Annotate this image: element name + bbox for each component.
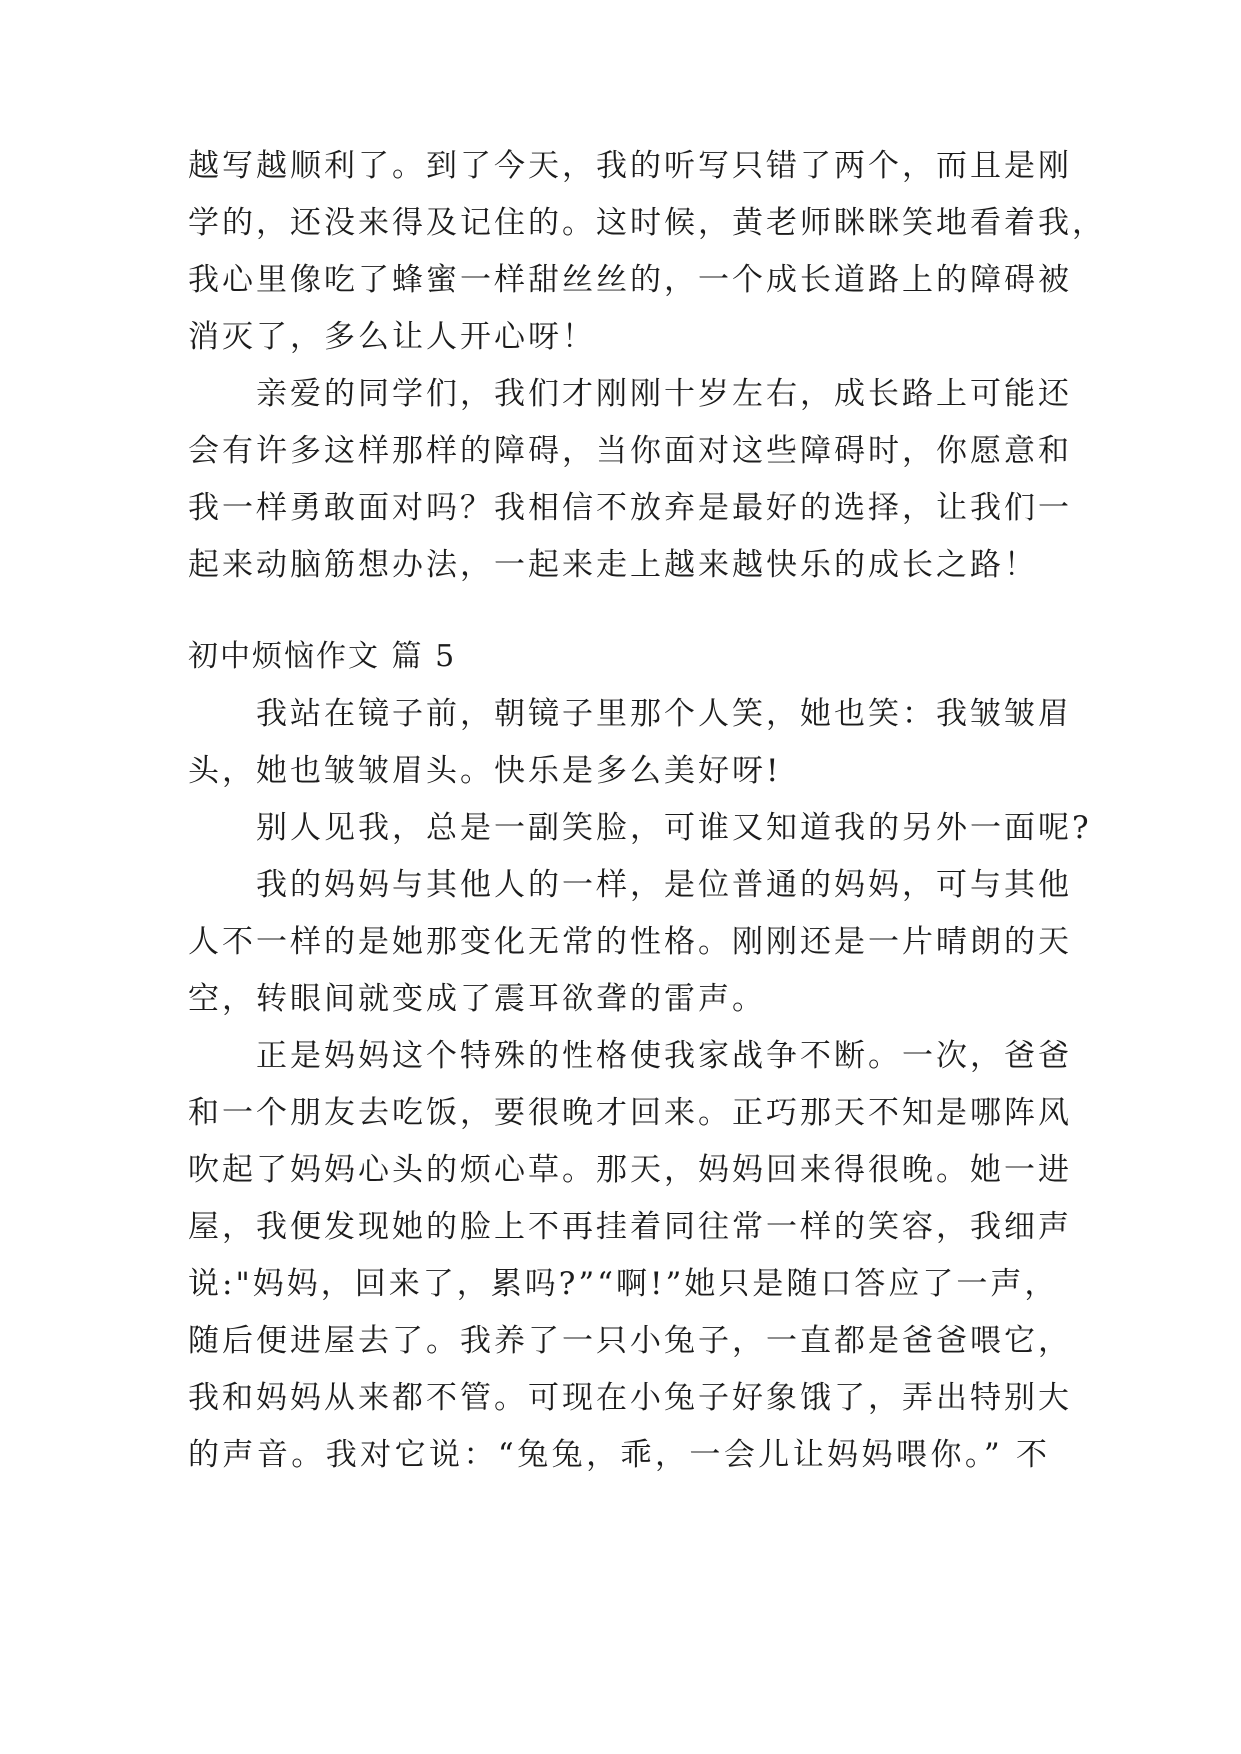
text-line: 吹起了妈妈心头的烦心草。那天，妈妈回来得很晚。她一进: [188, 1152, 1072, 1188]
text-line: 说:"妈妈，回来了，累吗?”“啊!”她只是随口答应了一声，: [188, 1266, 1059, 1302]
text-line: 亲爱的同学们，我们才刚刚十岁左右，成长路上可能还: [256, 376, 1072, 412]
text-line: 我的妈妈与其他人的一样，是位普通的妈妈，可与其他: [256, 867, 1072, 903]
text-line: 空，转眼间就变成了震耳欲聋的雷声。: [188, 981, 766, 1017]
text-line: 我一样勇敢面对吗？我相信不放弃是最好的选择，让我们一: [188, 490, 1072, 526]
text-line: 越写越顺利了。到了今天，我的听写只错了两个，而且是刚: [188, 148, 1072, 184]
section-heading: 初中烦恼作文 篇 5: [188, 639, 457, 674]
text-line: 头，她也皱皱眉头。快乐是多么美好呀!: [188, 753, 782, 789]
text-line: 我和妈妈从来都不管。可现在小兔子好象饿了，弄出特别大: [188, 1380, 1072, 1416]
text-line: 屋，我便发现她的脸上不再挂着同往常一样的笑容，我细声: [188, 1209, 1072, 1245]
text-line: 人不一样的是她那变化无常的性格。刚刚还是一片晴朗的天: [188, 924, 1072, 960]
text-line: 我心里像吃了蜂蜜一样甜丝丝的，一个成长道路上的障碍被: [188, 262, 1072, 298]
text-line: 我站在镜子前，朝镜子里那个人笑，她也笑：我皱皱眉: [256, 696, 1072, 732]
text-line: 别人见我，总是一副笑脸，可谁又知道我的另外一面呢?: [256, 810, 1092, 846]
text-line: 和一个朋友去吃饭，要很晚才回来。正巧那天不知是哪阵风: [188, 1095, 1072, 1131]
text-line: 学的，还没来得及记住的。这时候，黄老师眯眯笑地看着我，: [188, 205, 1106, 241]
text-line: 随后便进屋去了。我养了一只小兔子，一直都是爸爸喂它，: [188, 1323, 1072, 1359]
text-line: 消灭了，多么让人开心呀！: [188, 319, 596, 355]
text-line: 正是妈妈这个特殊的性格使我家战争不断。一次，爸爸: [256, 1038, 1072, 1074]
text-line: 会有许多这样那样的障碍，当你面对这些障碍时，你愿意和: [188, 433, 1072, 469]
text-line: 起来动脑筋想办法，一起来走上越来越快乐的成长之路！: [188, 547, 1038, 583]
text-line: 的声音。我对它说：“兔兔，乖，一会儿让妈妈喂你。” 不: [188, 1437, 1050, 1473]
